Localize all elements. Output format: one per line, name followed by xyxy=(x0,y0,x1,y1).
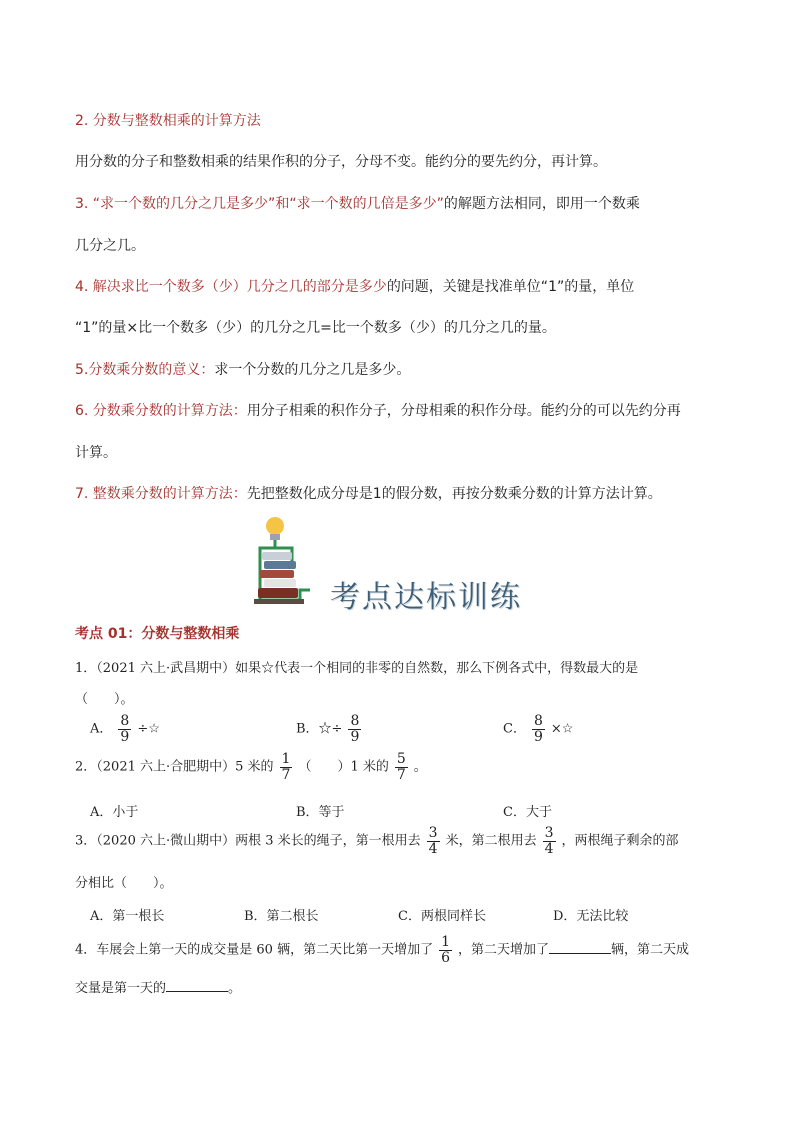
question-3-stem-cont: 分相比（ ）。 xyxy=(75,876,173,891)
knowledge-point-7 xyxy=(75,483,662,503)
question-text: 2．（2021 六上·合肥期中）5 米的 xyxy=(75,759,274,775)
fraction xyxy=(427,826,440,856)
question-2-stem xyxy=(75,752,427,782)
question-3-option-d[interactable]: D．无法比较 xyxy=(553,909,629,924)
option-label: C． xyxy=(503,721,526,737)
numerator: 1 xyxy=(441,934,450,950)
denominator: 4 xyxy=(428,840,438,857)
point-text: 计算。 xyxy=(75,445,117,461)
fraction xyxy=(395,752,408,782)
question-4-stem-cont xyxy=(75,977,241,996)
question-2-option-b[interactable]: B．等于 xyxy=(296,805,345,820)
question-text: 。 xyxy=(228,981,242,996)
question-1-option-b[interactable] xyxy=(296,714,367,744)
knowledge-point-6-cont xyxy=(75,442,117,462)
point-heading: 7. 整数乘分数的计算方法： xyxy=(75,486,247,502)
question-text: 辆，第二天成 xyxy=(611,942,690,958)
option-label: A． xyxy=(90,721,113,737)
question-text: ，第二天增加了 xyxy=(458,942,550,958)
knowledge-point-4-cont xyxy=(75,317,556,337)
banner-title: 考点达标训练 xyxy=(330,580,522,615)
knowledge-point-6 xyxy=(75,400,681,420)
point-heading: 3. “求一个数的几分之几是多少”和“求一个数的几倍是多少” xyxy=(75,196,444,212)
fraction xyxy=(118,714,131,744)
fraction xyxy=(280,752,293,782)
question-text: （ ）1 米的 xyxy=(298,759,389,775)
question-text: 。 xyxy=(413,759,427,775)
option-text: ÷☆ xyxy=(137,721,160,737)
question-1-stem-cont: （ ）。 xyxy=(75,692,134,707)
answer-blank[interactable] xyxy=(166,979,228,992)
question-text: 交量是第一天的 xyxy=(75,981,167,996)
numerator: 5 xyxy=(396,751,406,767)
denominator: 6 xyxy=(441,949,450,966)
numerator: 8 xyxy=(350,713,360,729)
knowledge-point-3 xyxy=(75,193,640,213)
point-text: 用分数的分子和整数相乘的结果作积的分子，分母不变。能约分的要先约分，再计算。 xyxy=(75,154,607,170)
point-text: 的问题，关键是找准单位“1”的量，单位 xyxy=(386,279,635,295)
question-3-option-c[interactable]: C．两根同样长 xyxy=(398,909,486,924)
fraction xyxy=(543,826,556,856)
knowledge-point-2-body xyxy=(75,151,607,171)
knowledge-point-2 xyxy=(75,110,261,130)
knowledge-point-5 xyxy=(75,359,410,379)
numerator: 8 xyxy=(120,713,130,729)
question-3-stem xyxy=(75,826,679,856)
option-text: ×☆ xyxy=(550,721,574,737)
question-text: ，两根绳子剩余的部 xyxy=(561,833,679,849)
denominator: 7 xyxy=(396,766,406,783)
question-text: 米，第二根用去 xyxy=(445,833,537,849)
point-heading: 5.分数乘分数的意义： xyxy=(75,362,215,378)
question-text: 4．车展会上第一天的成交量是 60 辆，第二天比第一天增加了 xyxy=(75,942,434,958)
denominator: 9 xyxy=(120,728,130,745)
option-label: B．☆÷ xyxy=(296,721,343,737)
question-2-option-c[interactable]: C．大于 xyxy=(503,805,552,820)
numerator: 3 xyxy=(428,825,438,841)
section-title: 考点 01：分数与整数相乘 xyxy=(75,626,240,642)
point-text: “1”的量×比一个数多（少）的几分之几=比一个数多（少）的几分之几的量。 xyxy=(75,320,556,336)
point-heading: 6. 分数乘分数的计算方法： xyxy=(75,403,247,419)
question-text: 3．（2020 六上·微山期中）两根 3 米长的绳子，第一根用去 xyxy=(75,833,421,849)
point-text: 求一个分数的几分之几是多少。 xyxy=(214,362,411,378)
denominator: 7 xyxy=(281,766,291,783)
question-3-option-b[interactable]: B．第二根长 xyxy=(244,909,319,924)
question-1-stem: 1．（2021 六上·武昌期中）如果☆代表一个相同的非零的自然数，那么下例各式中，得数最大的是 xyxy=(75,661,639,676)
numerator: 1 xyxy=(281,751,291,767)
point-text: 几分之几。 xyxy=(75,238,145,254)
numerator: 3 xyxy=(544,825,554,841)
fraction xyxy=(532,714,545,744)
point-text: 用分子相乘的积作分子，分母相乘的积作分母。能约分的可以先约分再 xyxy=(246,403,681,419)
knowledge-point-4 xyxy=(75,276,634,296)
knowledge-point-3-cont xyxy=(75,235,145,255)
denominator: 4 xyxy=(544,840,554,857)
fraction xyxy=(348,714,361,744)
point-heading: 2. 分数与整数相乘的计算方法 xyxy=(75,113,261,129)
point-text: 的解题方法相同，即用一个数乘 xyxy=(443,196,640,212)
point-text: 先把整数化成分母是1的假分数，再按分数乘分数的计算方法计算。 xyxy=(246,486,662,502)
answer-blank[interactable] xyxy=(549,941,611,954)
question-1-option-c[interactable] xyxy=(503,714,573,744)
fraction xyxy=(439,935,452,965)
question-4-stem xyxy=(75,935,689,965)
numerator: 8 xyxy=(533,713,543,729)
denominator: 9 xyxy=(533,728,543,745)
denominator: 9 xyxy=(350,728,360,745)
question-1-option-a[interactable] xyxy=(90,714,160,744)
question-3-option-a[interactable]: A．第一根长 xyxy=(90,909,165,924)
question-2-option-a[interactable]: A．小于 xyxy=(90,805,139,820)
point-heading: 4. 解决求比一个数多（少）几分之几的部分是多少 xyxy=(75,279,387,295)
